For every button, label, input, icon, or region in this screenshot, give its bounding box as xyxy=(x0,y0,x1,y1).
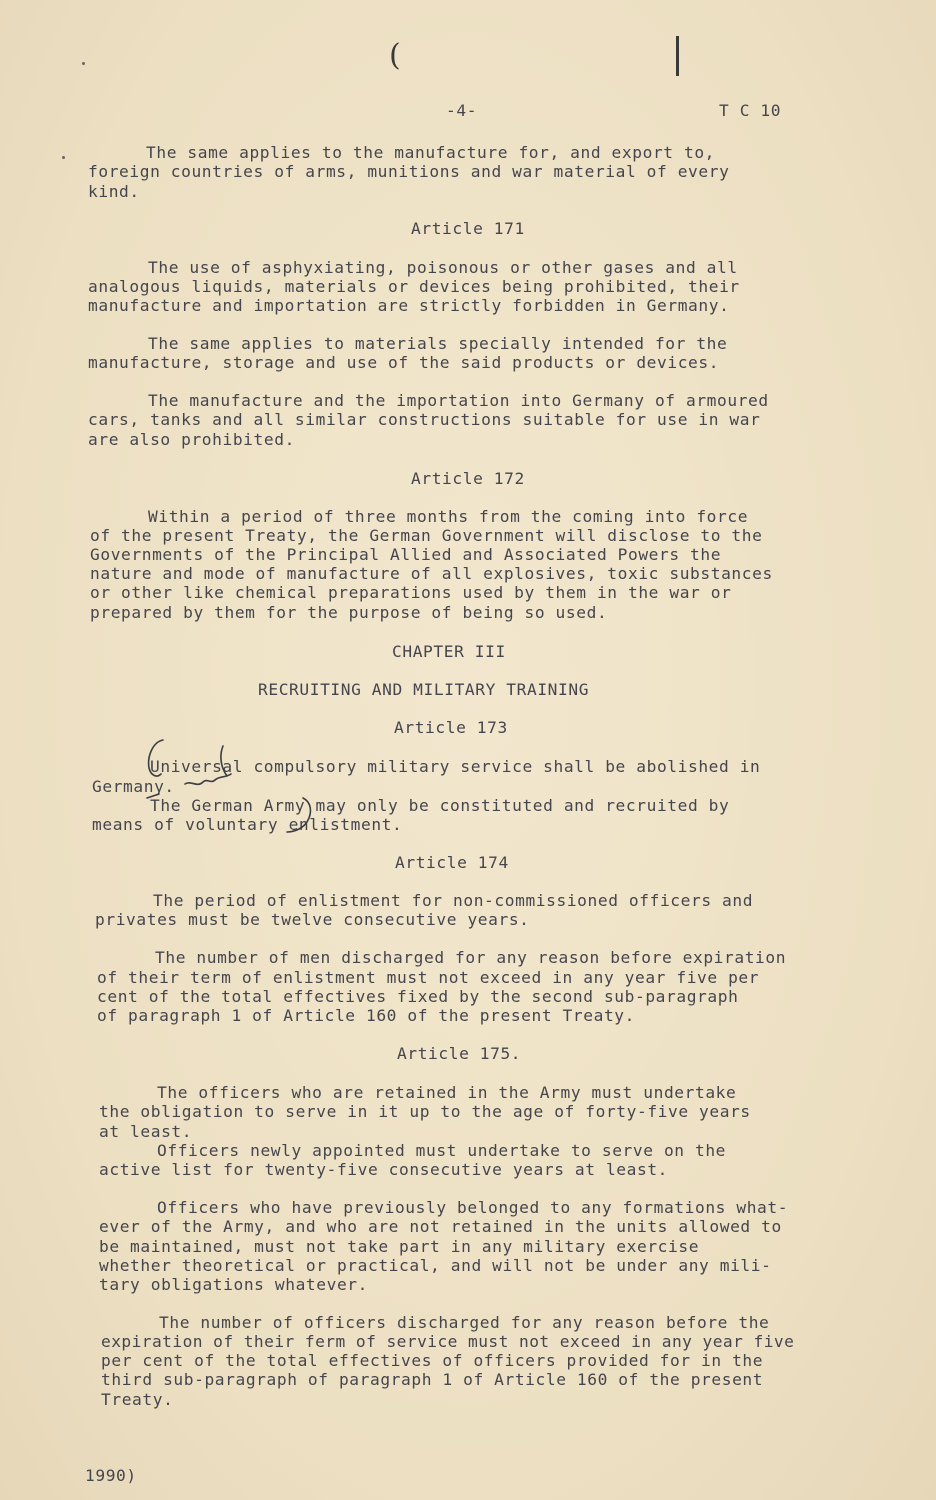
paragraph-line: manufacture, storage and use of the said products or devices. xyxy=(88,353,720,372)
paragraph-line: The period of enlistment for non-commissioned officers and xyxy=(153,891,754,910)
paragraph-line: The same applies to materials specially intended for the xyxy=(148,334,728,353)
paragraph-line: The manufacture and the importation into Germany of armoured xyxy=(148,391,769,410)
paragraph-line: or other like chemical preparations used by them in the war or xyxy=(90,583,732,602)
paragraph-line: expiration of their ferm of service must not exceed in any year five xyxy=(101,1332,795,1351)
paragraph-line: means of voluntary enlistment. xyxy=(92,815,403,834)
paragraph-line: be maintained, must not take part in any military exercise xyxy=(99,1237,700,1256)
article-heading: Article 175. xyxy=(397,1044,522,1063)
paragraph-line: Treaty. xyxy=(101,1390,174,1409)
article-heading: Article 174 xyxy=(395,853,509,872)
paragraph-line: the obligation to serve in it up to the age of forty-five years xyxy=(99,1102,751,1121)
chapter-title: CHAPTER III xyxy=(392,642,506,661)
paragraph-line: active list for twenty-five consecutive years at least. xyxy=(99,1160,669,1179)
paragraph-line: The number of officers discharged for any reason before the xyxy=(159,1313,770,1332)
punch-mark-left: ( xyxy=(389,38,401,73)
paragraph-line: whether theoretical or practical, and will not be under any mili- xyxy=(99,1256,772,1275)
handwritten-annotation xyxy=(135,728,465,838)
footer-code: 1990) xyxy=(85,1466,137,1485)
paragraph-line: of their term of enlistment must not exceed in any year five per xyxy=(97,968,760,987)
paragraph-line: prepared by them for the purpose of being so used. xyxy=(90,603,608,622)
paragraph-line: nature and mode of manufacture of all explosives, toxic substances xyxy=(90,564,773,583)
paragraph-line: The use of asphyxiating, poisonous or other gases and all xyxy=(148,258,738,277)
paragraph-line: manufacture and importation are strictly forbidden in Germany. xyxy=(88,296,730,315)
speck xyxy=(82,62,85,65)
speck xyxy=(62,156,65,159)
paragraph-line: privates must be twelve consecutive years. xyxy=(95,910,530,929)
article-heading: Article 172 xyxy=(411,469,525,488)
paragraph-line: Officers newly appointed must undertake to serve on the xyxy=(157,1141,727,1160)
paragraph-line: third sub-paragraph of paragraph 1 of Article 160 of the present xyxy=(101,1370,764,1389)
paragraph-line: cars, tanks and all similar constructions suitable for use in war xyxy=(88,410,761,429)
paragraph-line: The number of men discharged for any reason before expiration xyxy=(155,948,787,967)
article-heading: Article 173 xyxy=(394,718,508,737)
document-code: T C 10 xyxy=(719,101,782,120)
paragraph-line: kind. xyxy=(88,182,140,201)
paragraph-line: cent of the total effectives fixed by the second sub-paragraph xyxy=(97,987,739,1006)
paragraph-line: Within a period of three months from the coming into force xyxy=(148,507,749,526)
paragraph-line: analogous liquids, materials or devices being prohibited, their xyxy=(88,277,740,296)
paragraph-line: ever of the Army, and who are not retained in the units allowed to xyxy=(99,1217,782,1236)
paragraph-line: Officers who have previously belonged to any formations what- xyxy=(157,1198,789,1217)
paragraph-line: Universal compulsory military service shall be abolished in xyxy=(150,757,761,776)
chapter-subtitle: RECRUITING AND MILITARY TRAINING xyxy=(258,680,590,699)
paragraph-line: The same applies to the manufacture for, and export to, xyxy=(146,143,716,162)
paragraph-line: of paragraph 1 of Article 160 of the present Treaty. xyxy=(97,1006,635,1025)
paragraph-line: tary obligations whatever. xyxy=(99,1275,368,1294)
paragraph-line: Governments of the Principal Allied and Associated Powers the xyxy=(90,545,722,564)
paragraph-line: foreign countries of arms, munitions and war material of every xyxy=(88,162,730,181)
article-heading: Article 171 xyxy=(411,219,525,238)
punch-mark-right xyxy=(676,36,679,76)
page-number: -4- xyxy=(446,101,478,120)
paragraph-line: The officers who are retained in the Army must undertake xyxy=(157,1083,737,1102)
paragraph-line: at least. xyxy=(99,1122,193,1141)
paragraph-line: of the present Treaty, the German Government will disclose to the xyxy=(90,526,763,545)
paragraph-line: are also prohibited. xyxy=(88,430,295,449)
paragraph-line: per cent of the total effectives of officers provided for in the xyxy=(101,1351,764,1370)
paragraph-line: Germany. xyxy=(92,777,175,796)
paragraph-line: The German Army may only be constituted and recruited by xyxy=(150,796,730,815)
